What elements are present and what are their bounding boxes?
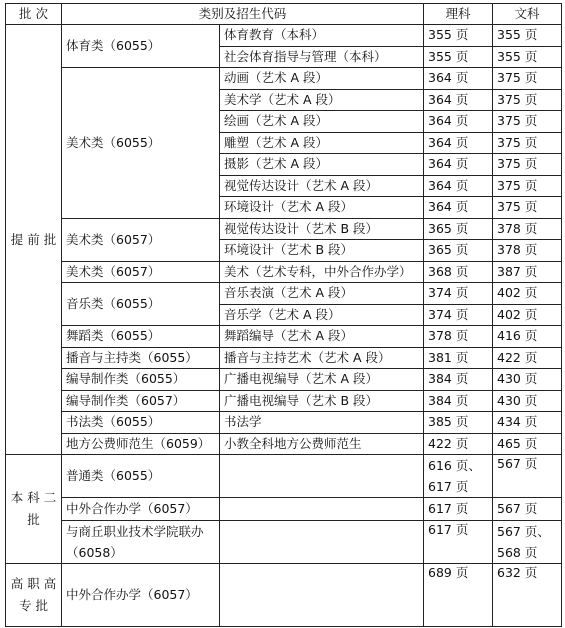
arts-page: 355 页 (493, 46, 562, 68)
science-page: 355 页 (424, 46, 493, 68)
arts-page: 375 页 (493, 197, 562, 219)
major: 舞蹈编导（艺术 A 段） (220, 326, 424, 348)
arts-page: 375 页 (493, 175, 562, 197)
arts-page: 430 页 (493, 390, 562, 412)
science-page: 378 页 (424, 326, 493, 348)
arts-page: 375 页 (493, 132, 562, 154)
table-row (6, 347, 562, 369)
arts-page: 375 页 (493, 89, 562, 111)
header-science: 理科 (424, 4, 493, 25)
arts-page: 422 页 (493, 347, 562, 369)
table-row (6, 498, 562, 521)
arts-page: 465 页 (493, 433, 562, 455)
group-teacher: 地方公费师范生（6059） (62, 433, 220, 455)
group-music: 音乐类（6055） (62, 283, 220, 326)
science-page: 364 页 (424, 89, 493, 111)
table-row (6, 564, 562, 627)
table-row (6, 390, 562, 412)
major-empty (220, 455, 424, 498)
table-row (6, 412, 562, 434)
arts-page: 430 页 (493, 369, 562, 391)
arts-page: 375 页 (493, 68, 562, 90)
group-direct-6055: 编导制作类（6055） (62, 369, 220, 391)
arts-page: 355 页 (493, 25, 562, 47)
major: 广播电视编导（艺术 B 段） (220, 390, 424, 412)
admission-table (5, 3, 562, 627)
arts-page: 402 页 (493, 304, 562, 326)
major: 音乐学（艺术 A 段） (220, 304, 424, 326)
table-row (6, 433, 562, 455)
major: 播音与主持艺术（艺术 A 段） (220, 347, 424, 369)
major: 社会体育指导与管理（本科） (220, 46, 424, 68)
science-page: 364 页 (424, 68, 493, 90)
batch-early: 提 前 批 (6, 25, 62, 455)
major: 环境设计（艺术 A 段） (220, 197, 424, 219)
arts-page: 434 页 (493, 412, 562, 434)
table-row (6, 25, 562, 47)
science-page: 384 页 (424, 369, 493, 391)
science-page: 374 页 (424, 283, 493, 305)
science-page: 368 页 (424, 261, 493, 283)
arts-page: 378 页 (493, 240, 562, 262)
group-direct-6057: 编导制作类（6057） (62, 390, 220, 412)
header-arts: 文科 (493, 4, 562, 25)
science-page: 364 页 (424, 197, 493, 219)
science-page: 364 页 (424, 154, 493, 176)
major-empty (220, 498, 424, 521)
science-page: 422 页 (424, 433, 493, 455)
batch-vocational: 高 职 高 专 批 (6, 564, 62, 627)
major: 音乐表演（艺术 A 段） (220, 283, 424, 305)
group-vocational-coop: 中外合作办学（6057） (62, 564, 220, 627)
arts-page: 567 页 (493, 498, 562, 521)
arts-page: 416 页 (493, 326, 562, 348)
group-pe: 体育类（6055） (62, 25, 220, 68)
science-page: 384 页 (424, 390, 493, 412)
group-art-6057-coop: 美术类（6057） (62, 261, 220, 283)
science-page: 364 页 (424, 111, 493, 133)
table-row (6, 369, 562, 391)
group-art-6055: 美术类（6055） (62, 68, 220, 219)
science-page: 374 页 (424, 304, 493, 326)
batch-undergrad-2: 本 科 二 批 (6, 455, 62, 564)
arts-page: 378 页 (493, 218, 562, 240)
science-page: 617 页 (424, 498, 493, 521)
table-row (6, 283, 562, 305)
major: 视觉传达设计（艺术 B 段） (220, 218, 424, 240)
group-art-6057: 美术类（6057） (62, 218, 220, 261)
header-category: 类别及招生代码 (62, 4, 424, 25)
science-page: 616 页、617 页 (424, 455, 493, 498)
major: 环境设计（艺术 B 段） (220, 240, 424, 262)
arts-page: 387 页 (493, 261, 562, 283)
science-page: 364 页 (424, 132, 493, 154)
table-row (6, 68, 562, 90)
science-page: 364 页 (424, 175, 493, 197)
table-row (6, 455, 562, 498)
science-page: 617 页 (424, 521, 493, 564)
major: 体育教育（本科） (220, 25, 424, 47)
arts-page: 567 页 (493, 455, 562, 498)
table-row (6, 521, 562, 564)
group-calligraphy: 书法类（6055） (62, 412, 220, 434)
major-empty (220, 564, 424, 627)
arts-page: 375 页 (493, 154, 562, 176)
major: 绘画（艺术 A 段） (220, 111, 424, 133)
major: 小教全科地方公费师范生 (220, 433, 424, 455)
major: 动画（艺术 A 段） (220, 68, 424, 90)
science-page: 365 页 (424, 240, 493, 262)
major: 摄影（艺术 A 段） (220, 154, 424, 176)
major-empty (220, 521, 424, 564)
arts-page: 632 页 (493, 564, 562, 627)
table-row (6, 218, 562, 240)
science-page: 385 页 (424, 412, 493, 434)
group-coop: 中外合作办学（6057） (62, 498, 220, 521)
group-joint: 与商丘职业技术学院联办（6058） (62, 521, 220, 564)
arts-page: 567 页、568 页 (493, 521, 562, 564)
major: 美术（艺术专科，中外合作办学） (220, 261, 424, 283)
arts-page: 375 页 (493, 111, 562, 133)
major: 美术学（艺术 A 段） (220, 89, 424, 111)
header-batch: 批 次 (6, 4, 62, 25)
table-row (6, 326, 562, 348)
group-general: 普通类（6055） (62, 455, 220, 498)
science-page: 689 页 (424, 564, 493, 627)
science-page: 365 页 (424, 218, 493, 240)
major: 广播电视编导（艺术 A 段） (220, 369, 424, 391)
science-page: 355 页 (424, 25, 493, 47)
group-broadcast: 播音与主持类（6055） (62, 347, 220, 369)
arts-page: 402 页 (493, 283, 562, 305)
major: 书法学 (220, 412, 424, 434)
table-header-row (6, 4, 562, 25)
table-row (6, 261, 562, 283)
science-page: 381 页 (424, 347, 493, 369)
major: 视觉传达设计（艺术 A 段） (220, 175, 424, 197)
group-dance: 舞蹈类（6055） (62, 326, 220, 348)
major: 雕塑（艺术 A 段） (220, 132, 424, 154)
